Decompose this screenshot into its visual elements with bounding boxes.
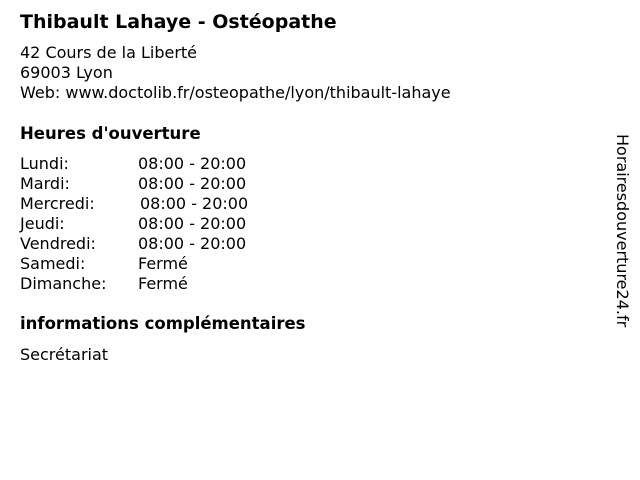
day-label: Lundi:	[20, 154, 69, 173]
hours-value: Fermé	[138, 274, 188, 293]
hours-value: 08:00 - 20:00	[138, 234, 247, 253]
hours-value: 08:00 - 20:00	[140, 194, 249, 213]
day-label: Vendredi:	[20, 234, 96, 253]
day-label: Mardi:	[20, 174, 70, 193]
day-label: Mercredi:	[20, 194, 95, 213]
street-address: 42 Cours de la Liberté	[20, 43, 198, 62]
website-link[interactable]: Web: www.doctolib.fr/osteopathe/lyon/thibault-lahaye	[20, 83, 451, 102]
day-label: Jeudi:	[20, 214, 65, 233]
city-postal-code: 69003 Lyon	[20, 63, 113, 82]
day-label: Samedi:	[20, 254, 86, 273]
additional-info-heading: informations complémentaires	[20, 314, 306, 333]
opening-hours-heading: Heures d'ouverture	[20, 124, 201, 143]
day-label: Dimanche:	[20, 274, 107, 293]
business-name: Thibault Lahaye - Ostéopathe	[20, 11, 337, 33]
hours-value: 08:00 - 20:00	[138, 214, 247, 233]
site-watermark: Horairesdouverture24.fr	[613, 134, 632, 328]
hours-value: 08:00 - 20:00	[138, 154, 247, 173]
address-block	[20, 43, 451, 103]
additional-info-text: Secrétariat	[20, 345, 109, 364]
hours-value: Fermé	[138, 254, 188, 273]
hours-value: 08:00 - 20:00	[138, 174, 247, 193]
